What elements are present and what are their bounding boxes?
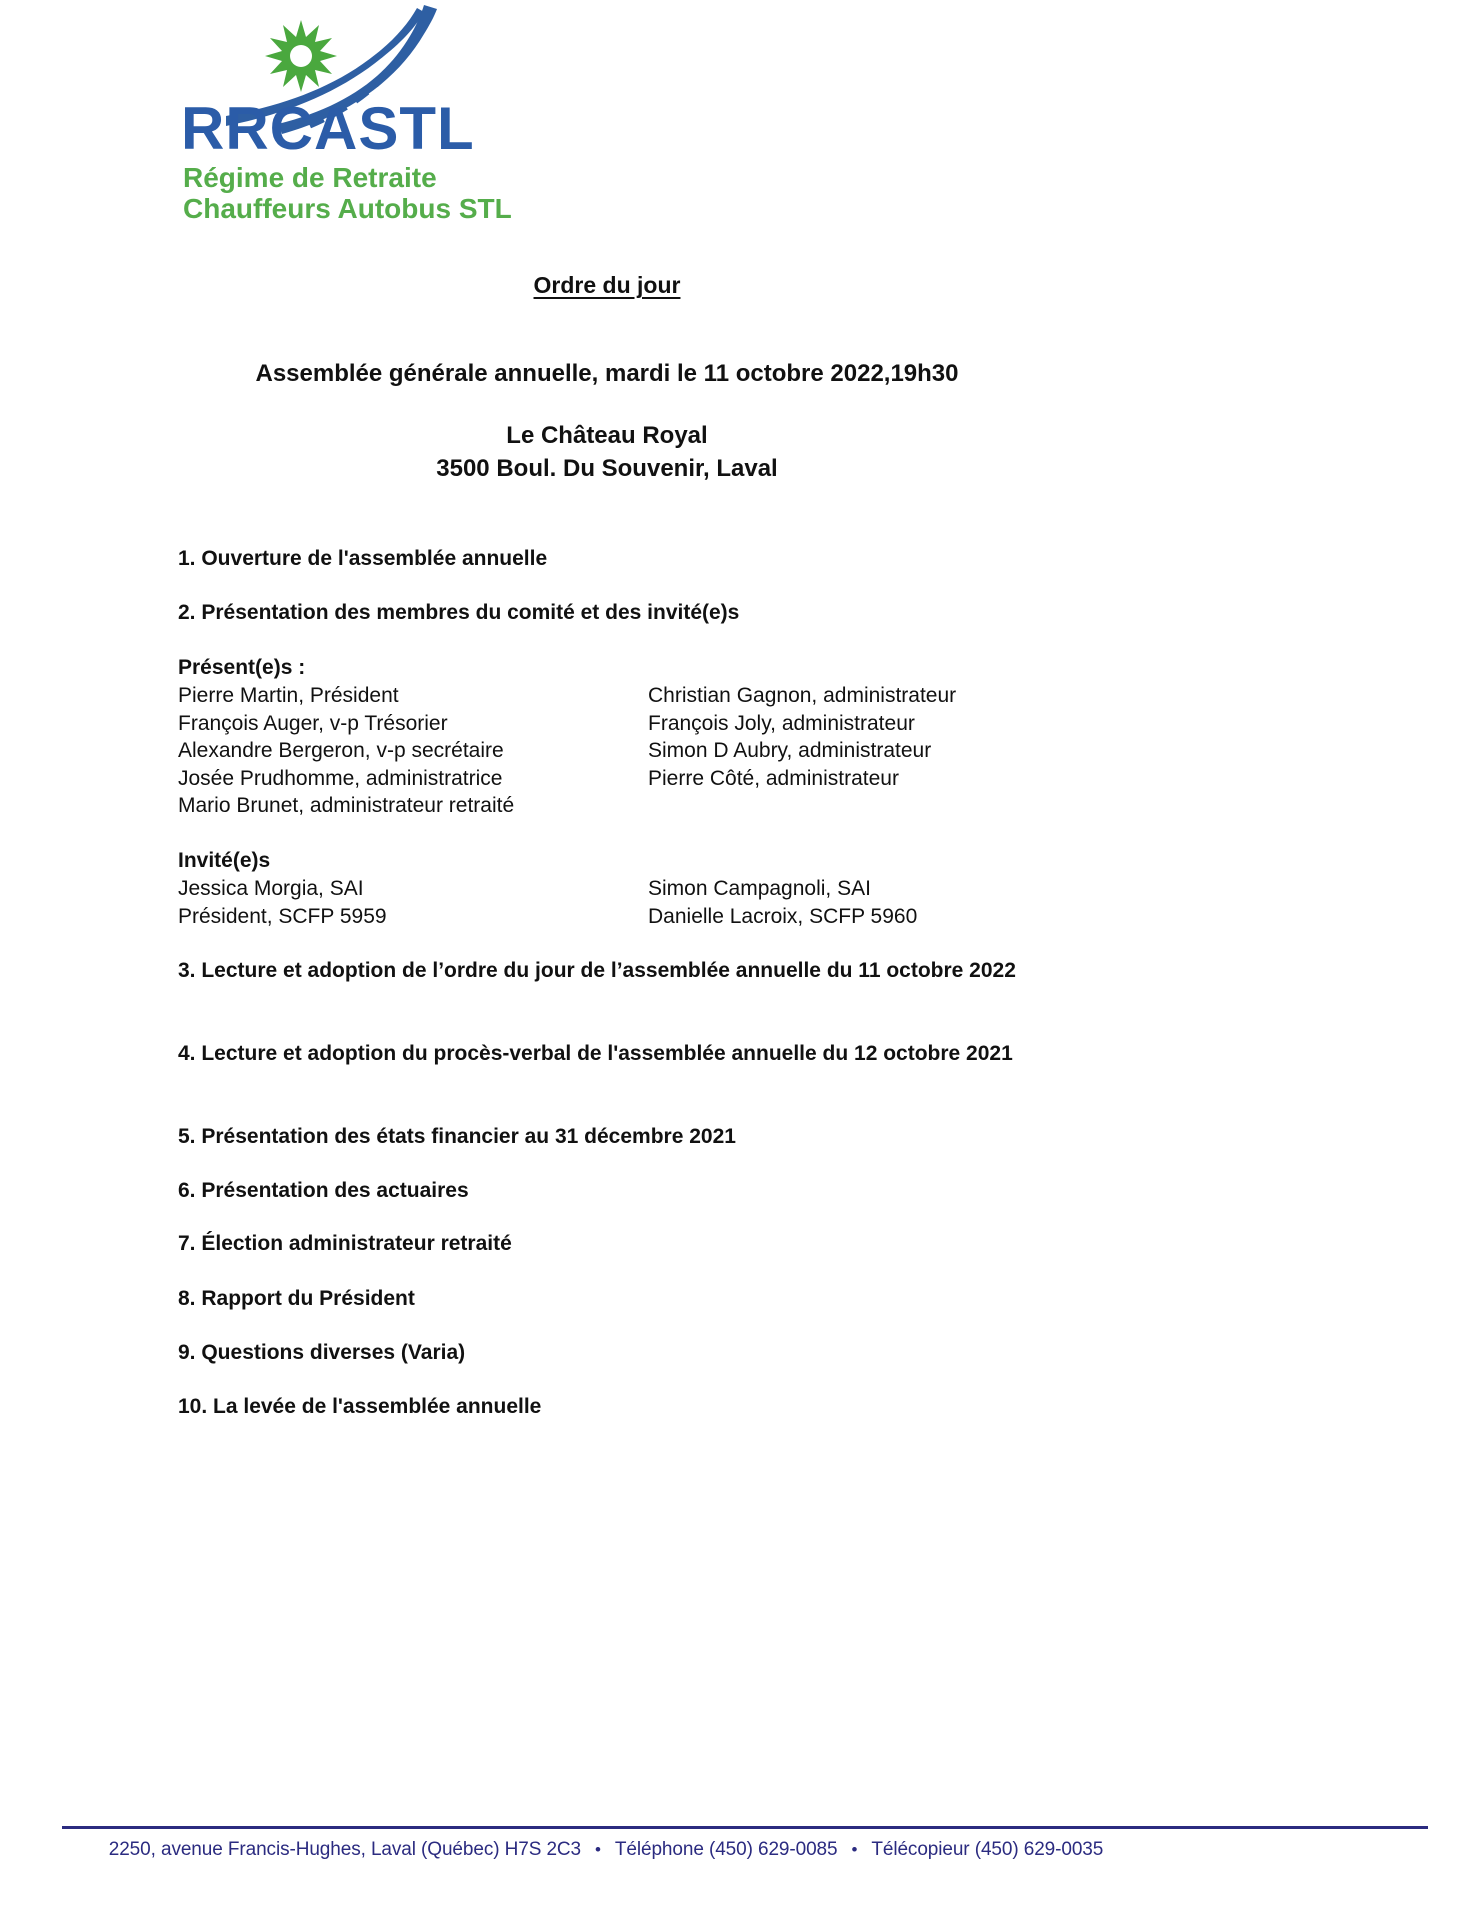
present-list-left xyxy=(178,682,648,820)
agenda-item-7: 7. Élection administrateur retraité xyxy=(178,1232,512,1255)
attendee-row: François Joly, administrateur xyxy=(648,711,915,735)
attendee-row: François Auger, v-p Trésorier xyxy=(178,711,448,735)
logo-tagline-line2: Chauffeurs Autobus STL xyxy=(183,193,512,224)
invited-list-right xyxy=(648,875,1048,930)
invited-label: Invité(e)s xyxy=(178,849,271,872)
document-title: Ordre du jour xyxy=(533,272,681,298)
footer-divider xyxy=(62,1826,1428,1829)
agenda-item-5: 5. Présentation des états financier au 31 décembre 2021 xyxy=(178,1125,736,1148)
agenda-item-4: 4. Lecture et adoption du procès-verbal de l'assemblée annuelle du 12 octobre 2021 xyxy=(178,1042,1013,1065)
venue-block xyxy=(178,419,1036,485)
attendee-row: Danielle Lacroix, SCFP 5960 xyxy=(648,904,918,928)
footer-phone: Téléphone (450) 629-0085 xyxy=(614,1839,838,1860)
footer-separator: • xyxy=(595,1840,601,1859)
attendee-row: Mario Brunet, administrateur retraité xyxy=(178,794,515,817)
logo-tagline-line1: Régime de Retraite xyxy=(183,162,437,193)
footer-fax: Télécopieur (450) 629-0035 xyxy=(871,1839,1104,1860)
present-label: Présent(e)s : xyxy=(178,656,306,679)
agenda-item-8: 8. Rapport du Président xyxy=(178,1287,415,1310)
attendee-row: Alexandre Bergeron, v-p secrétaire xyxy=(178,739,504,762)
agenda-item-3: 3. Lecture et adoption de l’ordre du jour de l’assemblée annuelle du 11 octobre 2022 xyxy=(178,959,1016,982)
agenda-item-10: 10. La levée de l'assemblée annuelle xyxy=(178,1395,542,1418)
attendee-row: Josée Prudhomme, administratrice xyxy=(178,766,503,790)
present-list-right xyxy=(648,682,1048,792)
footer xyxy=(96,1839,1116,1861)
attendee-row: Président, SCFP 5959 xyxy=(178,904,387,928)
footer-address: 2250, avenue Francis-Hughes, Laval (Québec) H7S 2C3 xyxy=(108,1839,582,1860)
meeting-heading: Assemblée générale annuelle, mardi le 11 octobre 2022,19h30 xyxy=(255,360,959,387)
attendee-row: Jessica Morgia, SAI xyxy=(178,877,364,900)
venue-address: 3500 Boul. Du Souvenir, Laval xyxy=(436,455,778,482)
agenda-item-9: 9. Questions diverses (Varia) xyxy=(178,1341,466,1364)
agenda-item-2: 2. Présentation des membres du comité et des invité(e)s xyxy=(178,601,740,624)
logo-acronym: RRCASTL xyxy=(181,95,475,162)
attendee-row: Pierre Martin, Président xyxy=(178,684,399,707)
attendee-row: Simon Campagnoli, SAI xyxy=(648,877,871,900)
venue-name: Le Château Royal xyxy=(506,422,708,449)
invited-list-left xyxy=(178,875,648,930)
attendee-row: Simon D Aubry, administrateur xyxy=(648,739,932,762)
agenda-item-1: 1. Ouverture de l'assemblée annuelle xyxy=(178,547,548,570)
attendee-row: Pierre Côté, administrateur xyxy=(648,766,899,790)
footer-separator: • xyxy=(851,1840,858,1859)
agenda-item-6: 6. Présentation des actuaires xyxy=(178,1179,469,1202)
attendee-row: Christian Gagnon, administrateur xyxy=(648,684,957,707)
